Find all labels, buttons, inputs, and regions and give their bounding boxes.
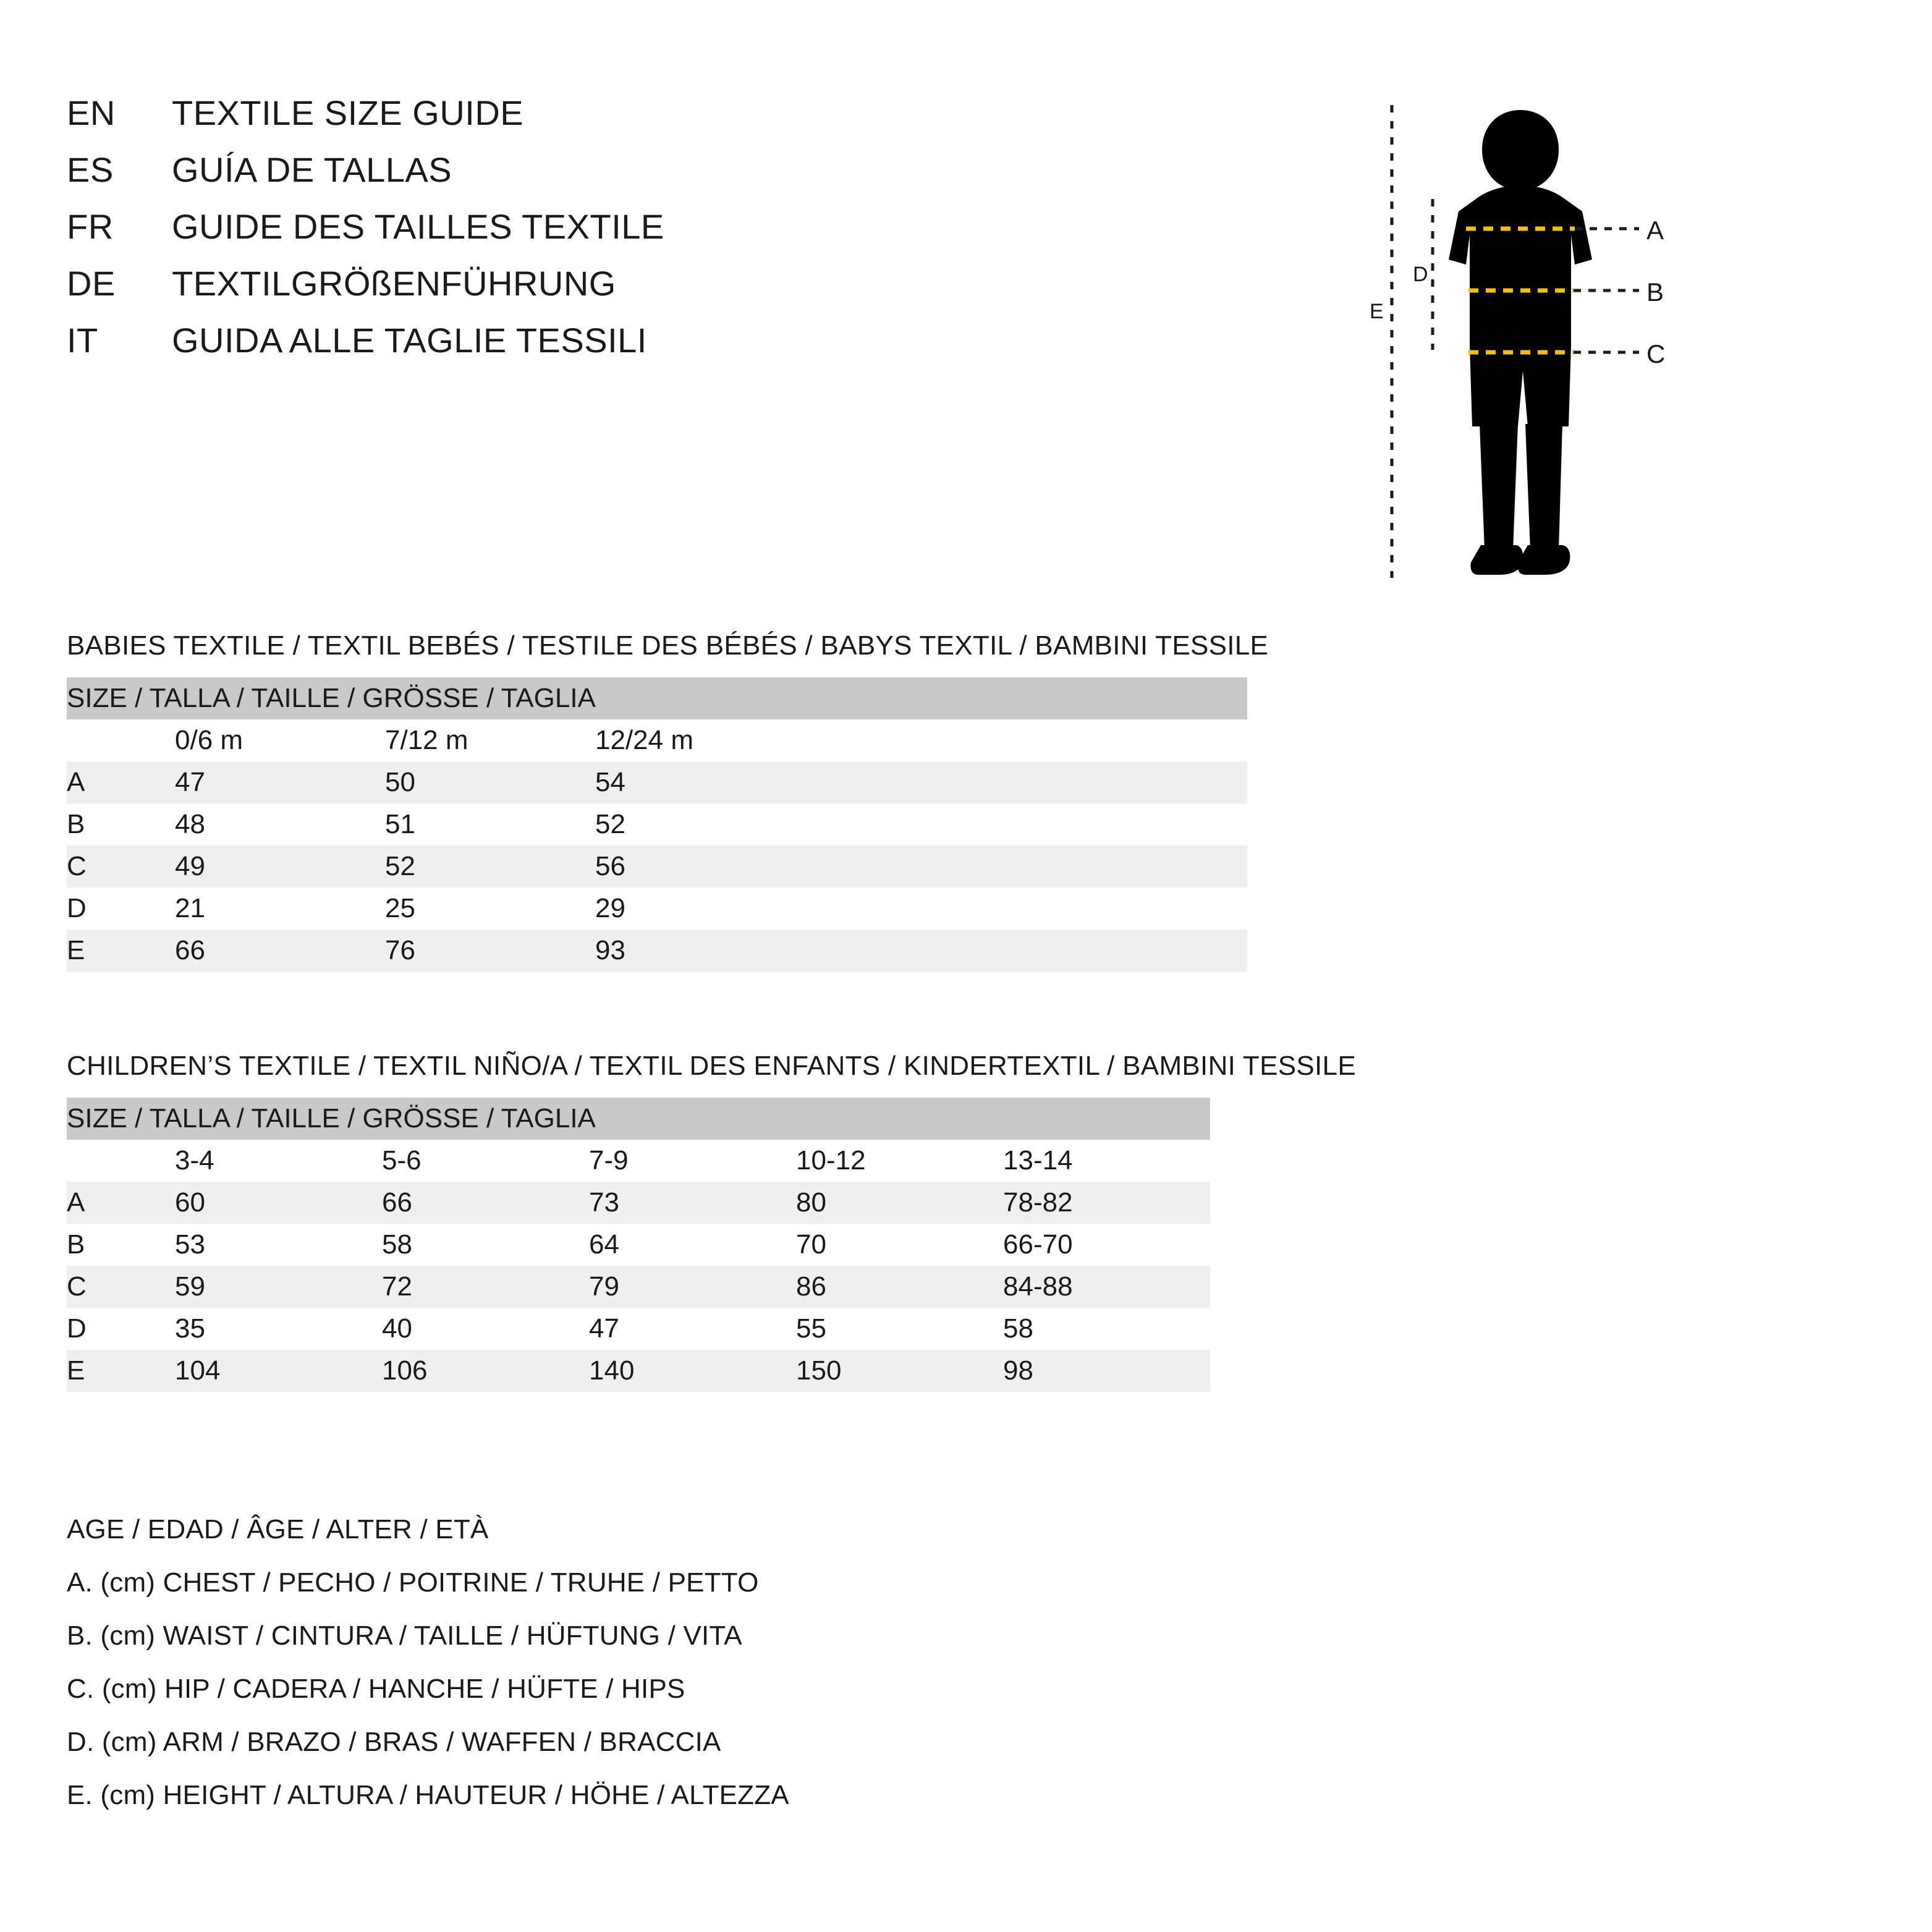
- children-cell-e-2: 140: [589, 1350, 796, 1392]
- measurement-figure: [1370, 80, 1879, 760]
- table-row: [67, 761, 1247, 803]
- children-cell-a-4: 78-82: [1003, 1182, 1210, 1224]
- children-cell-a-0: 60: [175, 1182, 382, 1224]
- babies-cell-b-0: 48: [175, 803, 385, 845]
- vertical-dimension-lines: [1392, 105, 1433, 578]
- babies-cell-e-0: 66: [175, 930, 385, 972]
- figure-label-e: E: [1370, 300, 1384, 323]
- table-row: [67, 1350, 1210, 1392]
- legend-list: [67, 1514, 789, 1833]
- title-text-es: GUÍA DE TALLAS: [172, 150, 452, 189]
- children-col-2: 7-9: [589, 1140, 796, 1182]
- babies-cell-c-1: 52: [385, 845, 595, 888]
- children-cell-a-2: 73: [589, 1182, 796, 1224]
- babies-section: [67, 630, 1268, 972]
- title-lang-it: IT: [67, 321, 98, 360]
- title-lang-en: EN: [67, 93, 116, 132]
- title-text-it: GUIDA ALLE TAGLIE TESSILI: [172, 321, 647, 360]
- babies-cell-d-1: 25: [385, 888, 595, 930]
- child-silhouette-icon: [1449, 110, 1592, 575]
- children-row-label-d: D: [67, 1308, 175, 1350]
- legend-item-age: AGE / EDAD / ÂGE / ALTER / ETÀ: [67, 1514, 489, 1544]
- children-cell-e-4: 98: [1003, 1350, 1210, 1392]
- children-cell-b-3: 70: [796, 1224, 1003, 1266]
- babies-row-label-a: A: [67, 761, 175, 803]
- babies-row-label-b: B: [67, 803, 175, 845]
- babies-row-label-e: E: [67, 930, 175, 972]
- legend-item-chest: A. (cm) CHEST / PECHO / POITRINE / TRUHE / PETTO: [67, 1567, 759, 1598]
- legend-item-height: E. (cm) HEIGHT / ALTURA / HAUTEUR / HÖHE / ALTEZZA: [67, 1780, 789, 1810]
- children-row-label-a: A: [67, 1182, 175, 1224]
- children-col-4: 13-14: [1003, 1140, 1210, 1182]
- title-row-it: [67, 320, 664, 377]
- table-row: [67, 888, 1247, 930]
- title-text-fr: GUIDE DES TAILLES TEXTILE: [172, 207, 664, 246]
- table-row: [67, 1266, 1210, 1308]
- babies-heading: BABIES TEXTILE / TEXTIL BEBÉS / TESTILE DES BÉBÉS / BABYS TEXTIL / BAMBINI TESSILE: [67, 630, 1269, 661]
- children-cell-c-2: 79: [589, 1266, 796, 1308]
- children-band-row: [67, 1098, 1210, 1140]
- children-cell-a-1: 66: [382, 1182, 589, 1224]
- table-row: [67, 1224, 1210, 1266]
- children-cell-d-0: 35: [175, 1308, 382, 1350]
- children-cell-d-4: 58: [1003, 1308, 1210, 1350]
- title-lang-de: DE: [67, 264, 116, 303]
- legend-item-hip: C. (cm) HIP / CADERA / HANCHE / HÜFTE / HIPS: [67, 1674, 685, 1704]
- children-cell-b-4: 66-70: [1003, 1224, 1210, 1266]
- babies-cell-b-1: 51: [385, 803, 595, 845]
- babies-cell-a-1: 50: [385, 761, 595, 803]
- babies-column-header-row: [67, 719, 1247, 761]
- babies-cell-d-0: 21: [175, 888, 385, 930]
- table-row: [67, 1182, 1210, 1224]
- babies-col-0: 0/6 m: [175, 719, 385, 761]
- legend-item-waist: B. (cm) WAIST / CINTURA / TAILLE / HÜFTUNG / VITA: [67, 1621, 742, 1651]
- children-cell-b-1: 58: [382, 1224, 589, 1266]
- children-col-0: 3-4: [175, 1140, 382, 1182]
- title-block: [67, 93, 664, 377]
- babies-cell-d-2: 29: [595, 888, 805, 930]
- babies-row-label-c: C: [67, 845, 175, 888]
- children-cell-e-1: 106: [382, 1350, 589, 1392]
- babies-cell-e-1: 76: [385, 930, 595, 972]
- children-cell-e-3: 150: [796, 1350, 1003, 1392]
- children-cell-c-3: 86: [796, 1266, 1003, 1308]
- children-cell-b-0: 53: [175, 1224, 382, 1266]
- table-row: [67, 803, 1247, 845]
- children-col-3: 10-12: [796, 1140, 1003, 1182]
- table-row: [67, 845, 1247, 888]
- children-table: [67, 1098, 1210, 1392]
- title-row-fr: [67, 206, 664, 263]
- children-row-label-e: E: [67, 1350, 175, 1392]
- legend-item-arm: D. (cm) ARM / BRAZO / BRAS / WAFFEN / BRACCIA: [67, 1727, 721, 1757]
- title-lang-es: ES: [67, 150, 114, 189]
- table-row: [67, 930, 1247, 972]
- title-row-de: [67, 263, 664, 320]
- title-row-es: [67, 150, 664, 206]
- babies-cell-a-2: 54: [595, 761, 805, 803]
- table-row: [67, 1308, 1210, 1350]
- children-cell-a-3: 80: [796, 1182, 1003, 1224]
- children-cell-b-2: 64: [589, 1224, 796, 1266]
- babies-table: [67, 677, 1247, 972]
- children-col-1: 5-6: [382, 1140, 589, 1182]
- figure-label-b: B: [1646, 278, 1664, 307]
- title-text-de: TEXTILGRÖßENFÜHRUNG: [172, 264, 616, 303]
- babies-row-label-d: D: [67, 888, 175, 930]
- title-row-en: [67, 93, 664, 150]
- children-row-label-c: C: [67, 1266, 175, 1308]
- children-column-header-row: [67, 1140, 1210, 1182]
- children-section: [67, 1051, 1356, 1392]
- title-text-en: TEXTILE SIZE GUIDE: [172, 93, 524, 132]
- children-cell-c-4: 84-88: [1003, 1266, 1210, 1308]
- children-row-label-b: B: [67, 1224, 175, 1266]
- title-lang-fr: FR: [67, 207, 114, 246]
- babies-col-1: 7/12 m: [385, 719, 595, 761]
- children-heading: CHILDREN’S TEXTILE / TEXTIL NIÑO/A / TEXTIL DES ENFANTS / KINDERTEXTIL / BAMBINI TESSILE: [67, 1051, 1356, 1081]
- children-cell-d-1: 40: [382, 1308, 589, 1350]
- babies-band-row: [67, 677, 1247, 719]
- babies-col-2: 12/24 m: [595, 719, 805, 761]
- babies-cell-b-2: 52: [595, 803, 805, 845]
- babies-cell-c-0: 49: [175, 845, 385, 888]
- children-band-label: SIZE / TALLA / TAILLE / GRÖSSE / TAGLIA: [67, 1098, 1210, 1140]
- children-cell-e-0: 104: [175, 1350, 382, 1392]
- children-cell-c-0: 59: [175, 1266, 382, 1308]
- figure-label-a: A: [1646, 216, 1664, 245]
- children-cell-d-3: 55: [796, 1308, 1003, 1350]
- babies-cell-e-2: 93: [595, 930, 805, 972]
- children-cell-c-1: 72: [382, 1266, 589, 1308]
- babies-band-label: SIZE / TALLA / TAILLE / GRÖSSE / TAGLIA: [67, 677, 1247, 719]
- babies-cell-c-2: 56: [595, 845, 805, 888]
- figure-label-c: C: [1646, 339, 1666, 368]
- figure-label-d: D: [1413, 263, 1428, 286]
- children-cell-d-2: 47: [589, 1308, 796, 1350]
- babies-cell-a-0: 47: [175, 761, 385, 803]
